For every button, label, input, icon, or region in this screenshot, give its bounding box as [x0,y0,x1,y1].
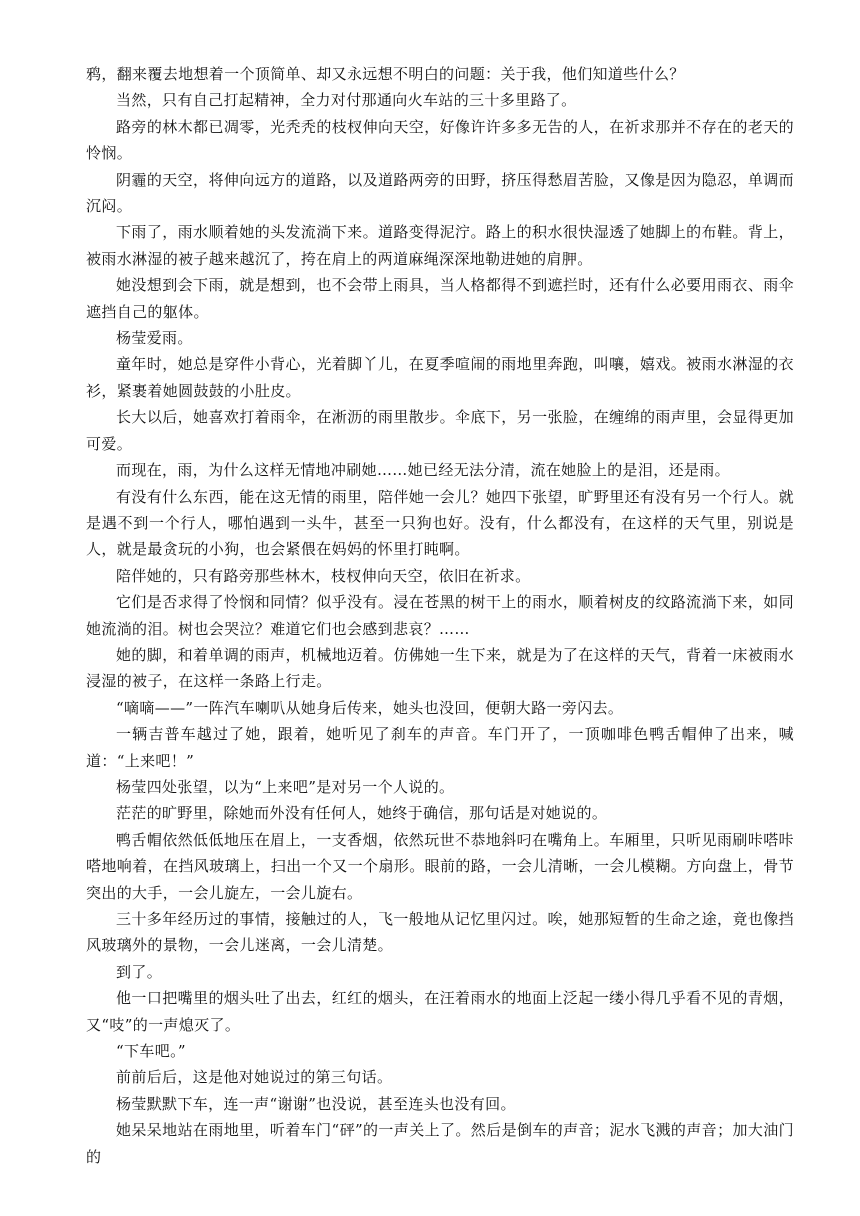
paragraph: 当然，只有自己打起精神，全力对付那通向火车站的三十多里路了。 [116,91,577,110]
story-text [86,61,794,1170]
paragraph: 下雨了，雨水顺着她的头发流淌下来。道路变得泥泞。路上的积水很快湿透了她脚上的布鞋。背上，被雨水淋湿的被子越来越沉了，挎在肩上的两道麻绳深深地勒进她的肩胛。 [86,223,794,268]
paragraph: 一辆吉普车越过了她，跟着，她听见了刹车的声音。车门开了，一顶咖啡色鸭舌帽伸了出来，喊道：“上来吧！” [86,725,794,770]
paragraph: 它们是否求得了怜悯和同情？似乎没有。浸在苍黑的树干上的雨水，顺着树皮的纹路流淌下来，如同她流淌的泪。树也会哭泣？难道它们也会感到悲哀？…… [86,593,794,638]
paragraph: 鸭舌帽依然低低地压在眉上，一支香烟，依然玩世不恭地斜叼在嘴角上。车厢里，只听见雨刷咔嗒咔嗒地响着，在挡风玻璃上，扫出一个又一个扇形。眼前的路，一会儿清晰，一会儿模糊。方向盘上，骨节突出的大手，一会儿旋左，一会儿旋右。 [86,830,794,902]
paragraph: 长大以后，她喜欢打着雨伞，在淅沥的雨里散步。伞底下，另一张脸，在缠绵的雨声里，会显得更加可爱。 [86,408,794,453]
paragraph: 她的脚，和着单调的雨声，机械地迈着。仿佛她一生下来，就是为了在这样的天气，背着一床被雨水浸湿的被子，在这样一条路上行走。 [86,645,794,691]
paragraph: 前前后后，这是他对她说过的第三句话。 [116,1068,393,1087]
paragraph: 茫茫的旷野里，除她而外没有任何人，她终于确信，那句话是对她说的。 [116,804,608,823]
paragraph: 陪伴她的，只有路旁那些林木，枝杈伸向天空，依旧在祈求。 [116,566,531,585]
paragraph-continued: 鸦，翻来覆去地想着一个顶简单、却又永远想不明白的问题：关于我，他们知道些什么？ [86,65,685,83]
paragraph: 童年时，她总是穿件小背心，光着脚丫儿，在夏季喧闹的雨地里奔跑，叫嚷，嬉戏。被雨水淋湿的衣衫，紧裹着她圆鼓鼓的小肚皮。 [86,355,794,400]
paragraph: 三十多年经历过的事情，接触过的人，飞一般地从记忆里闪过。唉，她那短暂的生命之途，竟也像挡风玻璃外的景物，一会儿迷离，一会儿清楚。 [86,910,794,955]
paragraph: 到了。 [116,962,163,981]
paragraph: 杨莹四处张望，以为“上来吧”是对另一个人说的。 [116,777,455,796]
paragraph: 她呆呆地站在雨地里，听着车门“砰”的一声关上了。然后是倒车的声音；泥水飞溅的声音；加大油门的 [86,1121,794,1166]
paragraph: 而现在，雨，为什么这样无情地冲刷她……她已经无法分清，流在她脸上的是泪，还是雨。 [116,461,731,480]
paragraph: 杨莹爱雨。 [116,329,193,348]
paragraph: 阴霾的天空，将伸向远方的道路，以及道路两旁的田野，挤压得愁眉苦脸，又像是因为隐忍，单调而沉闷。 [86,170,794,216]
paragraph: 有没有什么东西，能在这无情的雨里，陪伴她一会儿？她四下张望，旷野里还有没有另一个行人。就是遇不到一个行人，哪怕遇到一头牛，甚至一只狗也好。没有，什么都没有，在这样的天气里，别说是人，就是最贪玩的小狗，也会紧偎在妈妈的怀里打盹啊。 [86,487,794,559]
paragraph: 杨莹默默下车，连一声“谢谢”也没说，甚至连头也没有回。 [116,1094,516,1113]
paragraph: “嘀嘀——”一阵汽车喇叭从她身后传来，她头也没回，便朝大路一旁闪去。 [116,698,624,717]
paragraph: “下车吧。” [116,1042,186,1061]
paragraph: 他一口把嘴里的烟头吐了出去，红红的烟头，在汪着雨水的地面上泛起一缕小得几乎看不见的青烟，又“吱”的一声熄灭了。 [86,989,794,1034]
paragraph: 路旁的林木都已凋零，光秃秃的枝杈伸向天空，好像许许多多无告的人，在祈求那并不存在的老天的怜悯。 [86,117,794,163]
paragraph: 她没想到会下雨，就是想到，也不会带上雨具，当人格都得不到遮拦时，还有什么必要用雨衣、雨伞遮挡自己的躯体。 [86,276,794,321]
